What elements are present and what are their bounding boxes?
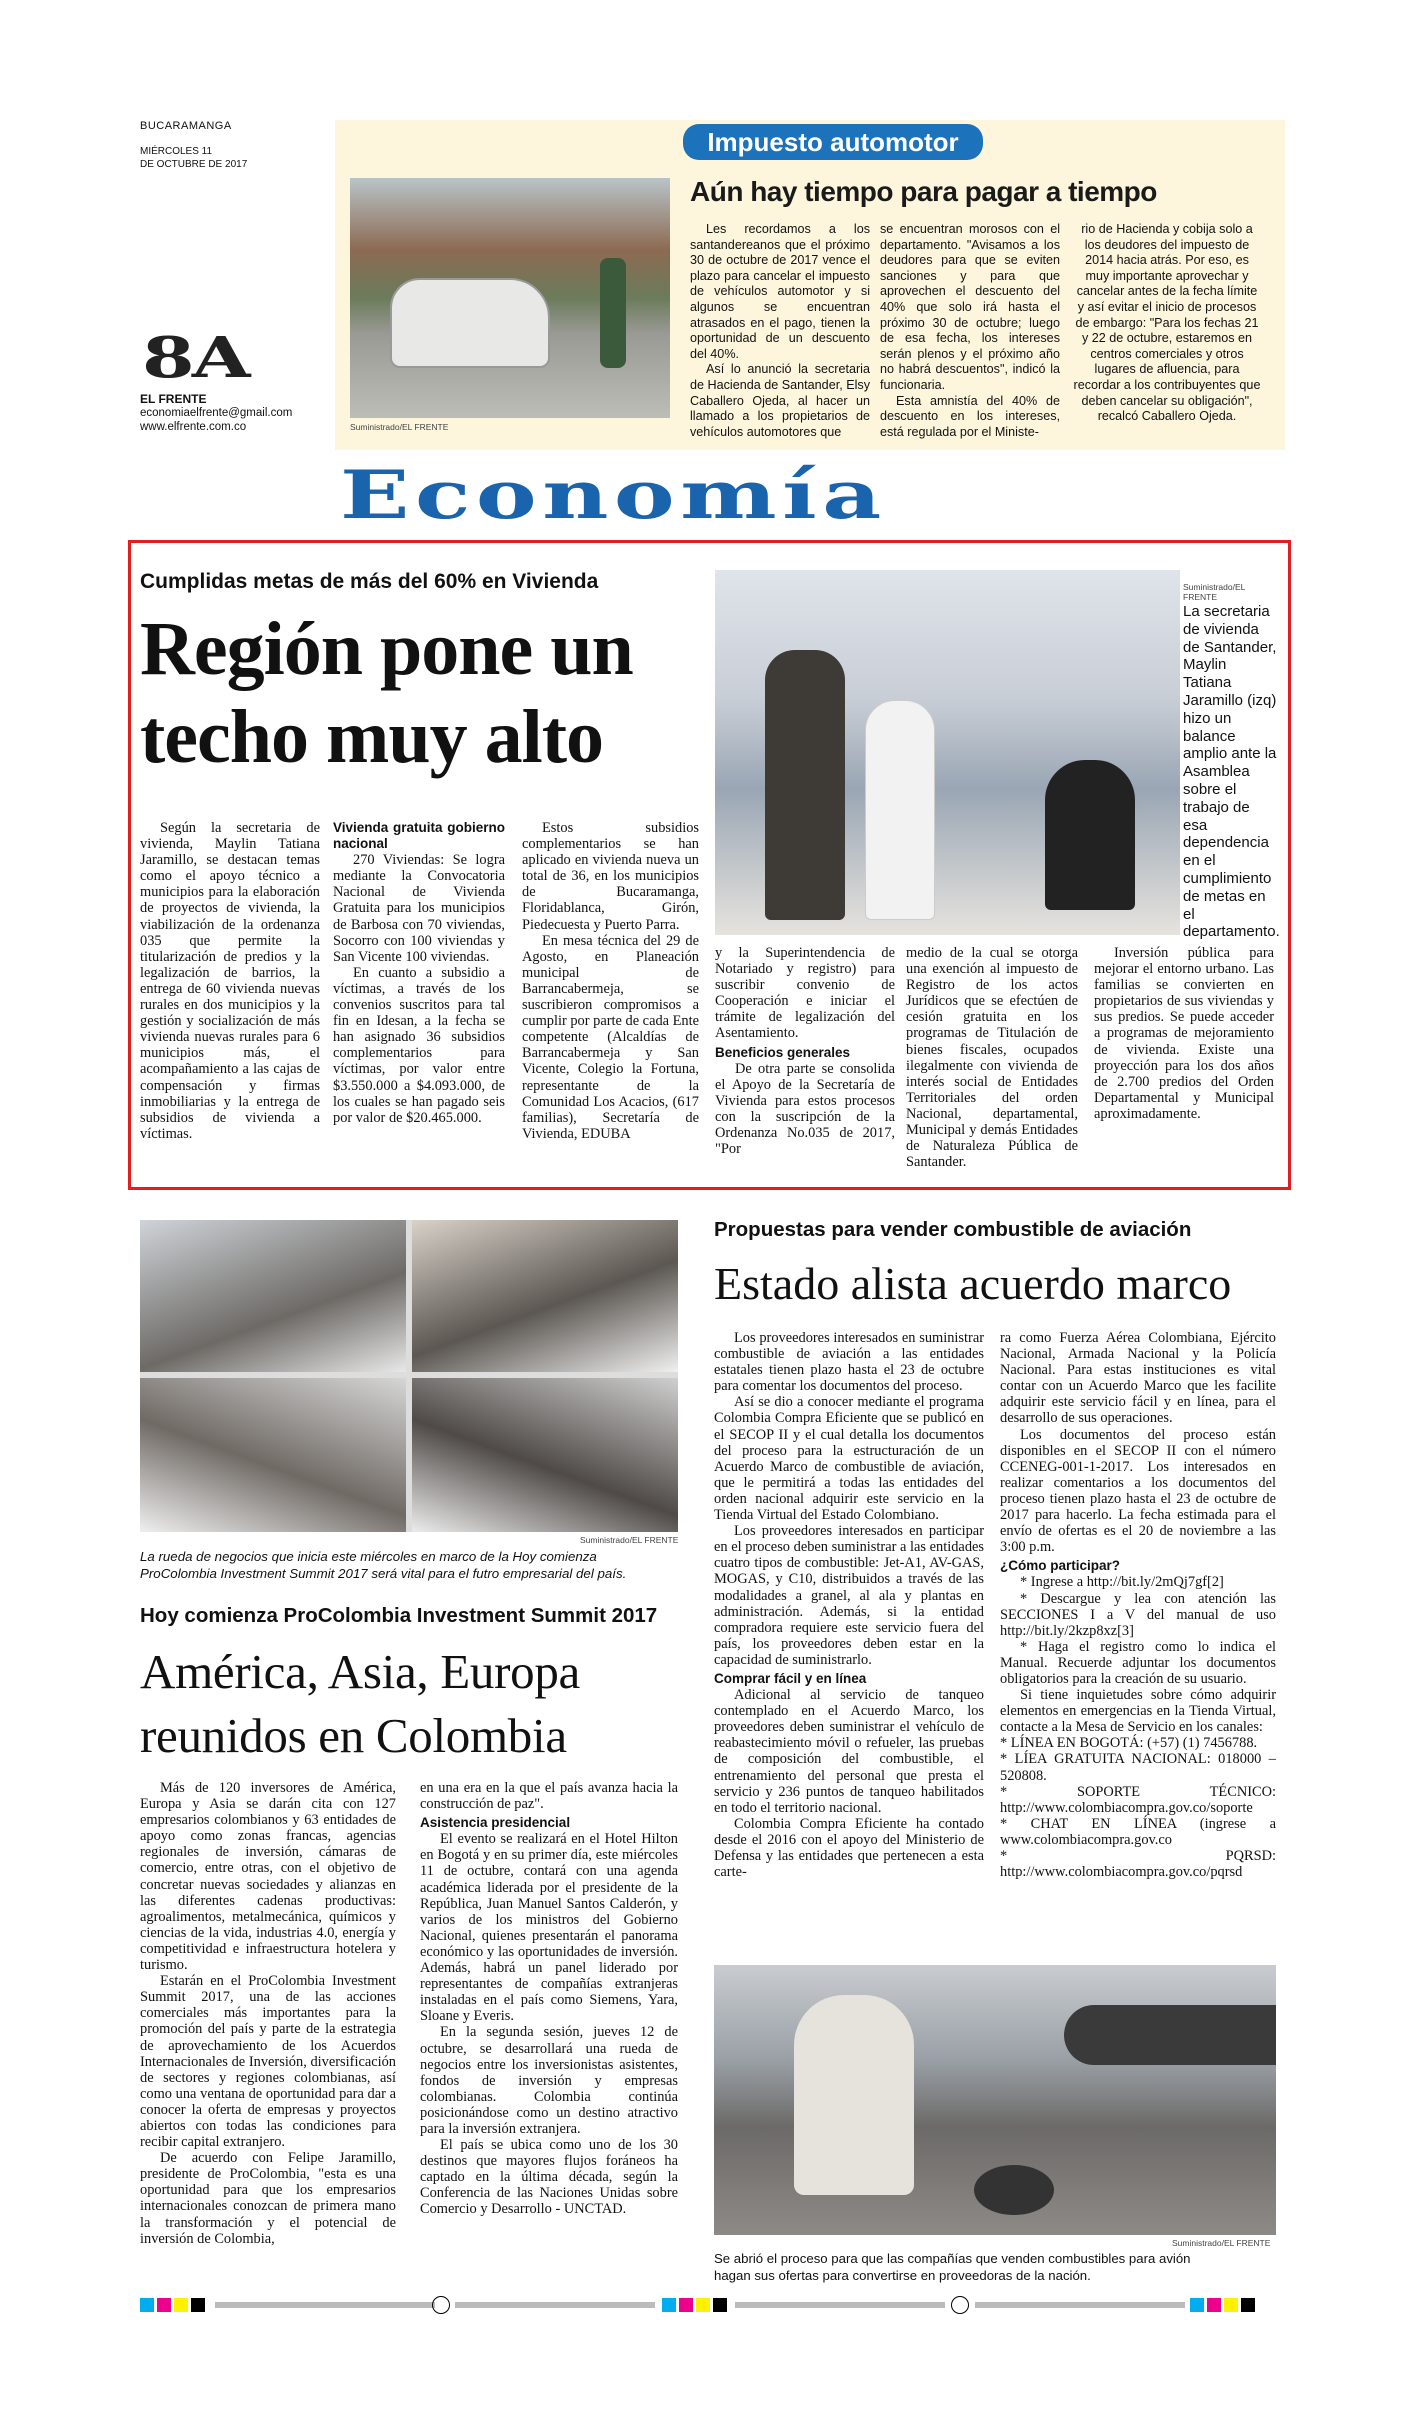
vivienda-kicker: Cumplidas metas de más del 60% en Vivienda (140, 570, 599, 593)
site-link[interactable]: www.elfrente.com.co (140, 421, 247, 433)
combustible-headline: Estado alista acuerdo marco (714, 1258, 1232, 1309)
car-street-photo (350, 178, 670, 418)
page-number: 8A (142, 325, 248, 391)
car-shape (390, 278, 550, 368)
aircraft-shape (1064, 2005, 1276, 2065)
procolombia-photo-credit: Suministrado/EL FRENTE (580, 1535, 679, 1545)
vivienda-photo-caption: La secretaria de vivienda de Santander, Maylin Tatiana Jaramillo (izq) hizo un balance amplio ante la Asamblea sobre el trabajo de esa dependencia en el cumplimiento de metas en el departamento. (1183, 603, 1280, 941)
color-bar-right (1190, 2298, 1258, 2317)
email-link[interactable]: economiaelfrente@gmail.com (140, 407, 293, 419)
collage-photo-2 (412, 1220, 678, 1372)
vivienda-col2: Vivienda gratuita gobierno nacional 270 Viviendas: Se logra mediante la Convocatoria Nacional de Vivienda Gratuita para los municipios de Barbosa con 70 viviendas, Socorro con 100 viviendas y San Vicente 100 viviendas. En cuanto a subsidio a víctimas, a través de los convenios suscritos para tal fin en Idesan, a la fecha se han asignado 36 subsidios complementarios para víctimas, por valor entre $3.550.000 a $4.093.000, de los cuales se han pagado seis por valor de $20.465.000. (333, 820, 505, 1126)
collage-photo-3 (140, 1378, 406, 1532)
date-label: MIÉRCOLES 11 DE OCTUBRE DE 2017 (140, 146, 248, 170)
vivienda-col1: Según la secretaria de vivienda, Maylin Tatiana Jaramillo, se destacan temas como el apoyo técnico a municipios para la elaboración de proyectos de vivienda, la viabilización de la ordenanza 035 que permite la titularización de predios y la legalización de barrios, la entrega de 60 vivienda nuevas rurales en dos municipios y la gestión y socialización de más vivienda nuevas rurales para 6 municipios más, el acompañamiento a las cajas de compensación y firmas inmobiliarias y la entrega de subsidios de vivienda a víctimas. (140, 820, 320, 1142)
combustible-kicker: Propuestas para vender combustible de aviación (714, 1218, 1192, 1241)
combustible-col1: Los proveedores interesados en suministrar combustible de aviación a las entidades estatales tienen plazo hasta el 23 de octubre para comentar los documentos del proceso. Así se dio a conocer mediante el programa Colombia Compra Eficiente que se publicó en el SECOP II y el cual detalla los documentos del proceso para la estructuración de un Acuerdo Marco de combustible de aviación, que le permitirá a todas las entidades del orden nacional adquirir este servicio en la Tienda Virtual del Estado Colombiano. Los proveedores interesados en participar en el proceso deben suministrar a las entidades cuatro tipos de combustible: Jet-A1, AV-GAS, MOGAS, y C10, distribuidos a través de las modalidades a granel, al ala y plantas en administración. Además, si la entidad compradora requiere este servicio fuera del país, los proveedores deben estar en la capacidad de suministrarlo. Comprar fácil y en línea Adicional al servicio de tanqueo contemplado en el Acuerdo Marco, los proveedores deben suministrar el vehículo de reabastecimiento móvil o refueler, las pruebas de composición del combustible, el entrenamiento del personal que presta el servicio y 236 puntos de tanqueo habilitados en todo el territorio nacional. Colombia Compra Eficiente ha contado desde el 2016 con el apoyo del Ministerio de Defensa y las entidades que pertenecen a esta carte- (714, 1330, 984, 1881)
section-title: Economía (340, 456, 887, 534)
collage-photo-1 (140, 1220, 406, 1372)
gray-bar (215, 2302, 435, 2308)
procolombia-caption: La rueda de negocios que inicia este miércoles en marco de la Hoy comienza ProColombia Investment Summit 2017 será vital para el futro empresarial del país. (140, 1549, 627, 1581)
procolombia-col1: Más de 120 inversores de América, Europa y Asia se darán cita con 127 empresarios colombianos y 63 entidades de apoyo como zonas francas, agencias regionales de inversión, cámaras de comercio, entre otras, con el objetivo de concretar nuevas sociedades y alianzas en las diferentes cadenas productivas: agroalimentos, metalmecánica, químicos y ciencias de la vida, industrias 4.0, energía y competitividad e infraestructura hotelera y turismo. Estarán en el ProColombia Investment Summit 2017, una de las acciones comerciales más importantes para la promoción del país y parte de la estrategia de aprovechamiento de los Acuerdos Internacionales de Inversión, diversificación de sectores y regiones colombianas, así como una ventana de oportunidad para dar a conocer la oferta de empresas y proyectos abiertos con todas las condiciones para recibir capital extranjero. De acuerdo con Felipe Jaramillo, presidente de ProColombia, "esta es una oportunidad para que los empresarios internacionales conozcan de primera mano la transformación y el potencial de inversión de Colombia, (140, 1780, 396, 2247)
register-mark-icon (432, 2296, 450, 2314)
color-bar-center (662, 2298, 730, 2317)
person-shape (600, 258, 626, 368)
procolombia-photo-collage (140, 1220, 678, 1532)
vivienda-col6: Inversión pública para mejorar el entorno urbano. Las familias se convierten en propietarios de sus viviendas y sus predios. Se puede acceder a programas de mejoramiento de vivienda. Existe una proyección para los dos años de 2.700 predios del Orden Departamental y Municipal aproximadamente. (1094, 945, 1274, 1122)
vivienda-photo-credit: Suministrado/EL FRENTE (1183, 582, 1246, 602)
person-shape (1045, 760, 1135, 910)
gray-bar (975, 2302, 1185, 2308)
fuel-hatch-shape (974, 2165, 1054, 2215)
person-shape (865, 700, 935, 920)
vivienda-col3: Estos subsidios complementarios se han aplicado en vivienda nueva un total de 36, en los municipios de Bucaramanga, Floridablanca, Girón, Piedecuesta y Puerto Parra. En mesa técnica del 29 de Agosto, en Planeación municipal de Barrancabermeja, se suscribieron compromisos a cumplir por parte de cada Ente competente (Alcaldías de Barrancabermeja y San Vicente, Colegio la Fortuna, representante de la Comunidad Los Acacios, (617 familias), Secretaría de Vivienda, EDUBA (522, 820, 700, 1142)
top-story-headline: Aún hay tiempo para pagar a tiempo (690, 176, 1157, 207)
combustible-col2: ra como Fuerza Aérea Colombiana, Ejército Nacional, Armada Nacional y la Policía Nacional. Para estas instituciones es vital contar con un Acuerdo Marco que les facilite adquirir este servicio fácil y en línea, para el desarrollo de sus operaciones. Los documentos del proceso están disponibles en el SECOP II con el número CCENEG-001-1-2017. Los interesados en realizar comentarios a los documentos del proceso tienen plazo hasta el 23 de octubre de 2017 para hacerlo. La fecha estimada para el envío de ofertas es el 20 de noviembre a las 3:00 p.m. ¿Cómo participar? * Ingrese a http://bit.ly/2mQj7gf[2] * Descargue y lea con atención las SECCIONES I a V del manual de uso http://bit.ly/2kzp8xz[3] * Haga el registro como lo indica el Manual. Recuerde adjuntar los documentos obligatorios para la creación de su usuario. Si tiene inquietudes sobre cómo adquirir elementos en emergencias en la Tienda Virtual, contacte a la Mesa de Servicio en los canales: * LÍNEA EN BOGOTÁ: (+57) (1) 7456788. * LÍEA GRATUITA NACIONAL: 018000 – 520808. * SOPORTE TÉCNICO: http://www.colombiacompra.gov.co/soporte * CHAT EN LÍNEA (ingrese a www.colombiacompra.gov.co * PQRSD: http://www.colombiacompra.gov.co/pqrsd (1000, 1330, 1276, 1881)
paper-name: EL FRENTE (140, 392, 207, 406)
worker-shape (794, 1995, 914, 2195)
top-story-col1: Les recordamos a los santandereanos que el próximo 30 de octubre de 2017 vence el plazo para cancelar el impuesto de vehículos automotor y si algunos se encuentran atrasados en el pago, tienen la oportunidad de un descuento del 40%. Así lo anunció la secretaria de Hacienda de Santander, Elsy Caballero Ojeda, al hacer un llamado a los propietarios de vehículos automotores que (690, 222, 870, 439)
vivienda-headline: Región pone un techo muy alto (140, 607, 633, 779)
person-shape (765, 650, 845, 920)
vivienda-col5: medio de la cual se otorga una exención al impuesto de Registro de los actos Jurídicos que se efectúen de cesión gratuita en los programas de Titulación de bienes fiscales, ocupados ilegalmente con vivienda de interés social de Entidades Territoriales del orden Nacional, departamental, Municipal y demás Entidades de Naturaleza Pública de Santander. (906, 945, 1078, 1171)
fuel-worker-photo (714, 1965, 1276, 2235)
city-label: BUCARAMANGA (140, 120, 232, 132)
vivienda-photo (715, 570, 1180, 935)
collage-photo-4 (412, 1378, 678, 1532)
top-photo-credit: Suministrado/EL FRENTE (350, 422, 449, 432)
register-mark-icon (951, 2296, 969, 2314)
vivienda-col4: y la Superintendencia de Notariado y registro) para suscribir convenio de Cooperación e iniciar el trámite de legalización del Asentamiento. Beneficios generales De otra parte se consolida el Apoyo de la Secretaría de Vivienda para estos procesos con la suscripción de la Ordenanza No.035 de 2017, "Por (715, 945, 895, 1158)
fuel-photo-caption: Se abrió el proceso para que las compañías que venden combustibles para avión hagan sus ofertas para convertirse en proveedoras de la nación. (714, 2251, 1191, 2283)
procolombia-headline: América, Asia, Europa reunidos en Colombia (140, 1644, 580, 1763)
gray-bar (455, 2302, 655, 2308)
procolombia-kicker: Hoy comienza ProColombia Investment Summit 2017 (140, 1604, 658, 1627)
top-story-col3: rio de Hacienda y cobija solo a los deudores del impuesto de 2014 hacia atrás. Por eso, es muy importante aprovechar y cancelar antes de la fecha límite y así evitar el inicio de procesos de embargo: "Para los fechas 21 y 22 de octubre, estaremos en centros comerciales y otros lugares de afluencia, para recordar a los contribuyentes que deben cancelar su obligación", recalcó Caballero Ojeda. (1073, 222, 1261, 424)
top-story-tab: Impuesto automotor (683, 124, 983, 160)
gray-bar (735, 2302, 945, 2308)
color-bar-left (140, 2298, 208, 2317)
top-story-col2: se encuentran morosos con el departamento. "Avisamos a los deudores para que se eviten sanciones y para que aprovechen el descuento del 40% que solo irá hasta el próximo 30 de octubre; luego de esa fecha, los intereses serán plenos y el próximo año no habrá descuentos", indicó la funcionaria. Esta amnistía del 40% de descuento en los intereses, está regulada por el Ministe- (880, 222, 1060, 439)
procolombia-col2: en una era en la que el país avanza hacia la construcción de paz". Asistencia presidencial El evento se realizará en el Hotel Hilton en Bogotá y en su primer día, este miércoles 11 de octubre, contará con una agenda académica liderada por el presidente de la República, Juan Manuel Santos Calderón, y varios de los ministros del Gobierno Nacional, quienes presentarán el panorama económico y las oportunidades de inversión. Además, habrá un panel liderado por representantes de compañías extranjeras instaladas en el país como Siemens, Yara, Sloane y Everis. En la segunda sesión, jueves 12 de octubre, se desarrollará una rueda de negocios entre los inversionistas asistentes, fondos de inversión y empresas colombianas. Colombia continúa posicionándose como un destino atractivo para la inversión extranjera. El país se ubica como uno de los 30 destinos que mayores flujos foráneos ha captado en la última década, según la Conferencia de las Naciones Unidas sobre Comercio y Desarrollo - UNCTAD. (420, 1780, 678, 2218)
fuel-photo-credit: Suministrado/EL FRENTE (1172, 2238, 1271, 2248)
